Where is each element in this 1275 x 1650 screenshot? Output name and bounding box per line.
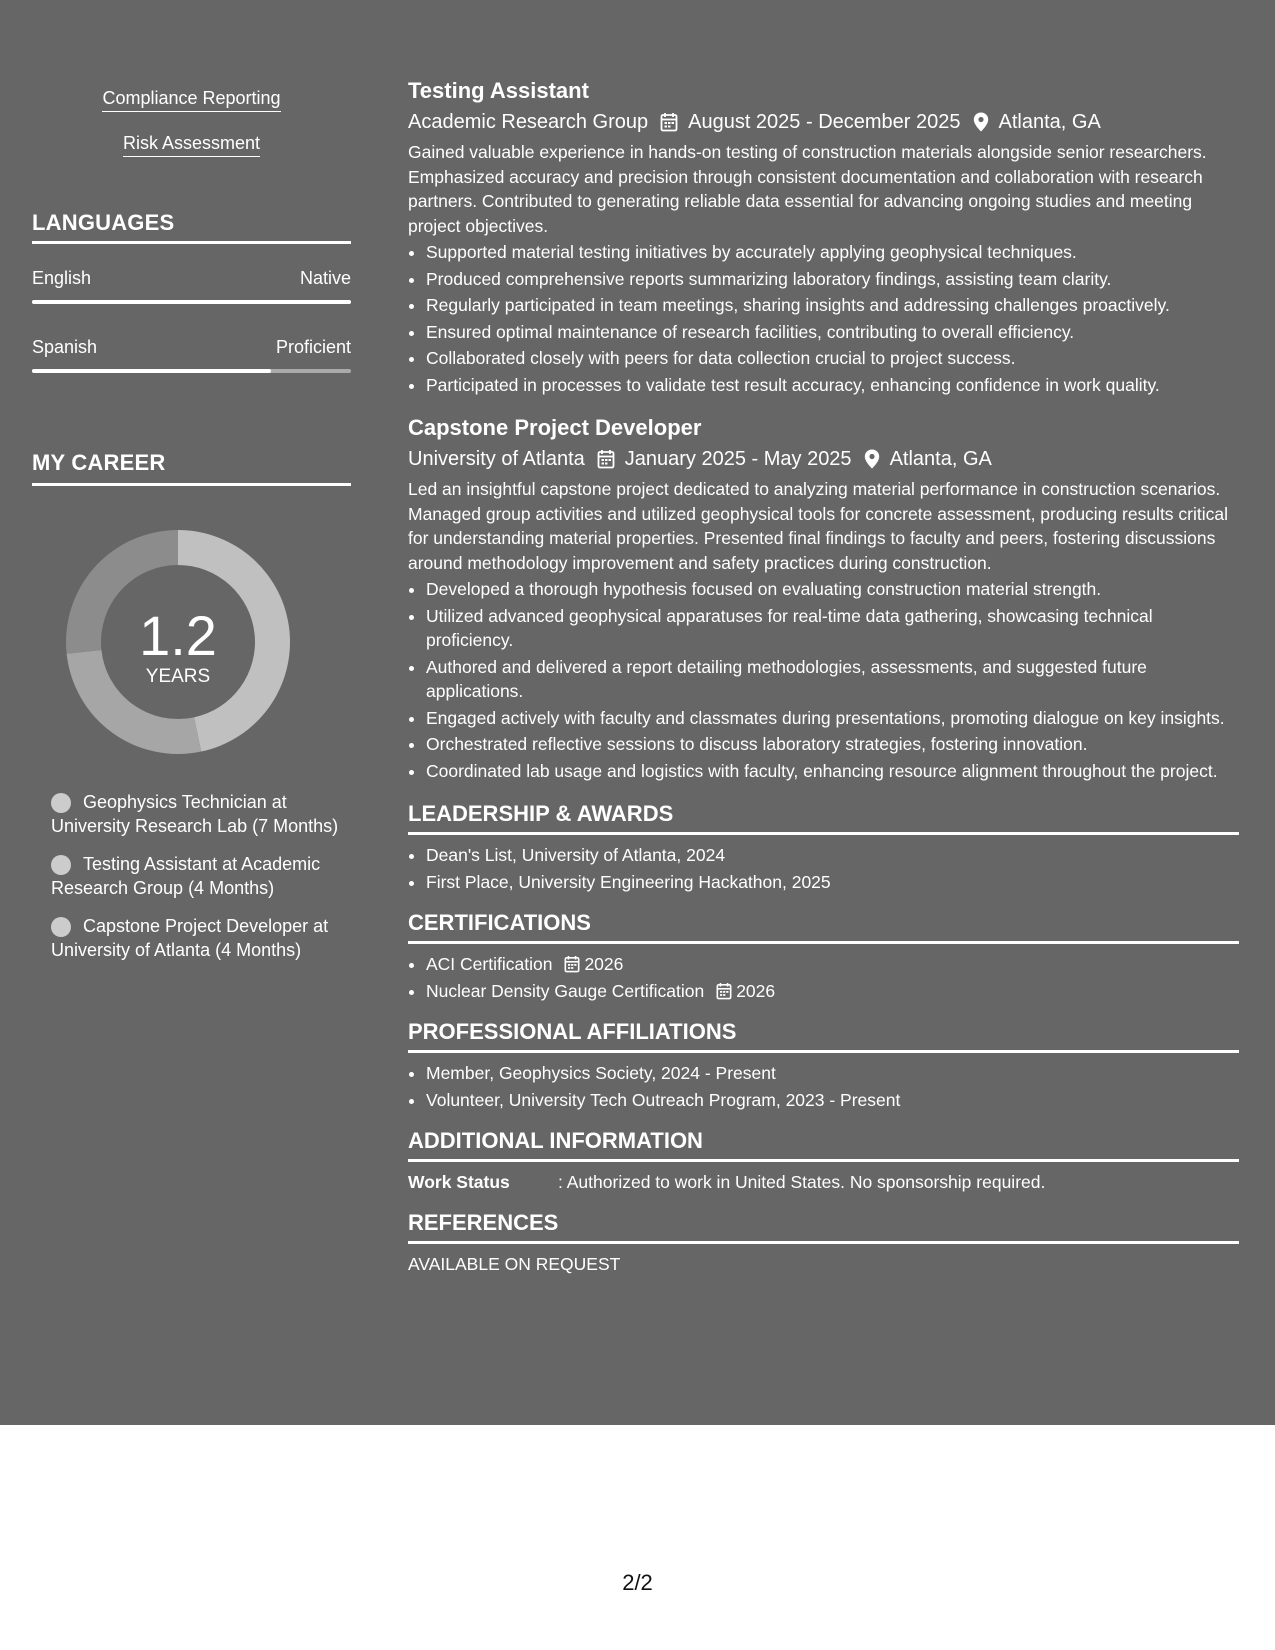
section-title: LEADERSHIP & AWARDS xyxy=(408,801,674,826)
language-name: Spanish xyxy=(32,337,98,357)
language-row-spanish xyxy=(32,337,351,358)
list-item: • Collaborated closely with peers for data collection crucial to project success. xyxy=(426,346,1239,371)
job-dates: August 2025 - December 2025 xyxy=(688,111,961,133)
list-item: • Utilized advanced geophysical apparatuses for real-time data gathering, showcasing technical proficiency. xyxy=(426,604,1239,653)
certification-year: 2026 xyxy=(736,980,776,1001)
map-pin-icon xyxy=(864,449,880,469)
career-unit: YEARS xyxy=(145,666,211,687)
map-pin-icon xyxy=(973,112,989,132)
list-item: • Dean's List, University of Atlanta, 2024 xyxy=(426,843,1239,868)
job-summary: Gained valuable experience in hands-on testing of construction materials alongside senior researchers. Emphasized accuracy and precision through consistent documentation and collaboration with research partners. Contributed to generating reliable data essential for advancing ongoing studies and meeting project objectives. xyxy=(408,142,1207,236)
references-text: AVAILABLE ON REQUEST xyxy=(408,1254,621,1274)
references-section xyxy=(408,1208,1239,1276)
job-dates: January 2025 - May 2025 xyxy=(624,448,852,470)
career-donut-chart xyxy=(66,530,290,754)
career-item-label: Capstone Project Developer at University of Atlanta (4 Months) xyxy=(51,916,329,960)
certification-name: • Nuclear Density Gauge Certification xyxy=(426,980,705,1001)
info-key: Work Status xyxy=(408,1172,510,1192)
skill-label: Risk Assessment xyxy=(123,133,260,157)
certifications-list xyxy=(408,952,1239,1003)
calendar-icon xyxy=(597,449,615,469)
list-item xyxy=(426,952,1239,977)
certifications-section xyxy=(408,908,1239,1003)
info-value: : Authorized to work in United States. No sponsorship required. xyxy=(558,1172,1046,1192)
list-item: • Coordinated lab usage and logistics with faculty, enhancing resource alignment throughout the project. xyxy=(426,759,1239,784)
language-level: Native xyxy=(299,268,351,288)
section-rule xyxy=(408,1050,1239,1053)
legend-dot xyxy=(51,793,71,813)
job-meta xyxy=(408,106,1239,138)
work-status-row xyxy=(408,1170,1239,1194)
list-item: • Ensured optimal maintenance of research facilities, contributing to overall efficiency. xyxy=(426,320,1239,345)
career-item xyxy=(51,790,351,838)
job-title: Capstone Project Developer xyxy=(408,415,702,440)
section-rule xyxy=(408,832,1239,835)
list-item: • Regularly participated in team meetings, sharing insights and addressing challenges proactively. xyxy=(426,293,1239,318)
job-org: Academic Research Group xyxy=(408,111,649,133)
calendar-icon xyxy=(716,982,732,1000)
language-bar-fill xyxy=(32,369,271,373)
section-rule xyxy=(408,941,1239,944)
career-total: 1.2 xyxy=(139,604,217,667)
section-title: ADDITIONAL INFORMATION xyxy=(408,1128,703,1153)
experience-entry xyxy=(408,413,1239,783)
skill-compliance-reporting[interactable] xyxy=(32,88,351,112)
career-item xyxy=(51,914,351,962)
language-row-english xyxy=(32,268,351,289)
experience-entry xyxy=(408,76,1239,397)
certification-name: • ACI Certification xyxy=(426,954,553,974)
certification-year: 2026 xyxy=(584,954,624,974)
job-title: Testing Assistant xyxy=(408,78,589,103)
list-item: • Member, Geophysics Society, 2024 - Present xyxy=(426,1061,1239,1086)
section-rule xyxy=(408,1159,1239,1162)
list-item: • Supported material testing initiatives by accurately applying geophysical techniques. xyxy=(426,240,1239,265)
legend-dot xyxy=(51,855,71,875)
list-item: • Participated in processes to validate test result accuracy, enhancing confidence in work quality. xyxy=(426,373,1239,398)
skill-risk-assessment[interactable] xyxy=(32,133,351,157)
list-item: • Developed a thorough hypothesis focused on evaluating construction material strength. xyxy=(426,577,1239,602)
affiliations-list xyxy=(408,1061,1239,1112)
leadership-list xyxy=(408,843,1239,894)
list-item: • Engaged actively with faculty and classmates during presentations, promoting dialogue on key insights. xyxy=(426,706,1239,731)
career-item-label: Testing Assistant at Academic Research Group (4 Months) xyxy=(51,854,321,898)
career-legend xyxy=(51,790,351,976)
list-item xyxy=(426,979,1239,1004)
job-location: Atlanta, GA xyxy=(998,111,1101,133)
career-item-label: Geophysics Technician at University Research Lab (7 Months) xyxy=(51,792,339,836)
list-item: • First Place, University Engineering Hackathon, 2025 xyxy=(426,870,1239,895)
job-bullets xyxy=(408,240,1239,397)
language-bar-english xyxy=(32,300,351,304)
language-level: Proficient xyxy=(275,337,351,357)
section-rule xyxy=(408,1241,1239,1244)
career-item xyxy=(51,852,351,900)
calendar-icon xyxy=(660,112,678,132)
career-rule xyxy=(32,483,351,486)
list-item: • Volunteer, University Tech Outreach Program, 2023 - Present xyxy=(426,1088,1239,1113)
list-item: • Produced comprehensive reports summarizing laboratory findings, assisting team clarity. xyxy=(426,267,1239,292)
list-item: • Orchestrated reflective sessions to discuss laboratory strategies, fostering innovation. xyxy=(426,732,1239,757)
additional-info-section xyxy=(408,1126,1239,1194)
section-title: PROFESSIONAL AFFILIATIONS xyxy=(408,1019,737,1044)
list-item: • Authored and delivered a report detailing methodologies, assessments, and suggested future applications. xyxy=(426,655,1239,704)
main-content xyxy=(408,76,1239,1276)
leadership-section xyxy=(408,799,1239,894)
languages-title: LANGUAGES xyxy=(32,210,175,235)
job-meta xyxy=(408,443,1239,475)
job-location: Atlanta, GA xyxy=(889,448,992,470)
calendar-icon xyxy=(564,955,580,973)
skill-label: Compliance Reporting xyxy=(102,88,280,112)
languages-rule xyxy=(32,241,351,244)
job-bullets xyxy=(408,577,1239,783)
language-name: English xyxy=(32,268,92,288)
page-number: 2/2 xyxy=(622,1570,653,1595)
section-title: CERTIFICATIONS xyxy=(408,910,591,935)
job-summary: Led an insightful capstone project dedicated to analyzing material performance in construction scenarios. Managed group activities and utilized geophysical tools for concrete assessment, producing results critical for understanding material properties. Presented final findings to faculty and peers, fostering discussions around methodology improvement and safety practices during construction. xyxy=(408,479,1229,573)
language-bar-spanish xyxy=(32,369,351,373)
section-title: REFERENCES xyxy=(408,1210,559,1235)
career-title: MY CAREER xyxy=(32,450,166,475)
legend-dot xyxy=(51,917,71,937)
language-bar-fill xyxy=(32,300,351,304)
job-org: University of Atlanta xyxy=(408,448,585,470)
affiliations-section xyxy=(408,1017,1239,1112)
